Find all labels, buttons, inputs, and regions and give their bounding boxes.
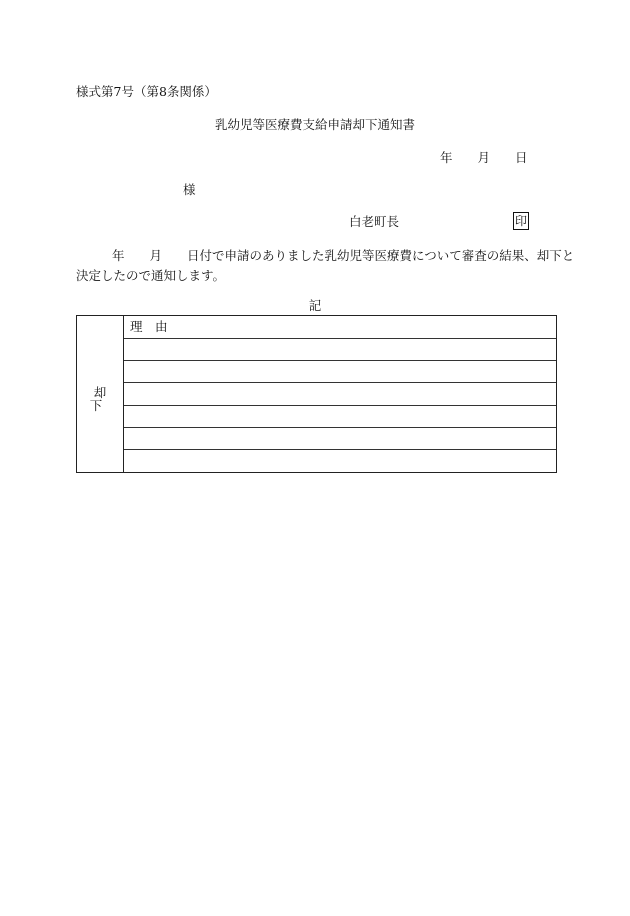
reason-row-line bbox=[124, 449, 556, 450]
recipient-honorific: 様 bbox=[183, 182, 196, 197]
reason-row-line bbox=[124, 405, 556, 406]
rejection-label-cell bbox=[77, 316, 124, 472]
rejection-label: 却 下 bbox=[89, 385, 115, 413]
ki-heading: 記 bbox=[308, 298, 322, 313]
body-line-1-text: 日付で申請のありました乳幼児等医療費について審査の結果、却下と bbox=[187, 248, 575, 263]
issuer-name: 白老町長 bbox=[349, 214, 400, 229]
rejection-table bbox=[76, 315, 557, 473]
reason-row-line bbox=[124, 427, 556, 428]
reason-row-line bbox=[124, 338, 556, 339]
form-number: 様式第7号（第8条関係） bbox=[76, 84, 217, 99]
document-title: 乳幼児等医療費支給申請却下通知書 bbox=[214, 117, 415, 132]
body-line-2: 決定したので通知します。 bbox=[76, 268, 226, 283]
date-month: 月 bbox=[477, 150, 491, 165]
reason-header: 理 由 bbox=[130, 319, 168, 334]
reason-row-line bbox=[124, 360, 556, 361]
body-month: 月 bbox=[149, 248, 163, 263]
date-day: 日 bbox=[515, 150, 528, 165]
date-year: 年 bbox=[440, 150, 453, 165]
body-text bbox=[76, 246, 575, 286]
body-line-1 bbox=[76, 246, 575, 266]
reason-row-line bbox=[124, 382, 556, 383]
body-year: 年 bbox=[112, 248, 125, 263]
seal-stamp: 印 bbox=[514, 214, 527, 228]
date-line bbox=[440, 152, 528, 165]
